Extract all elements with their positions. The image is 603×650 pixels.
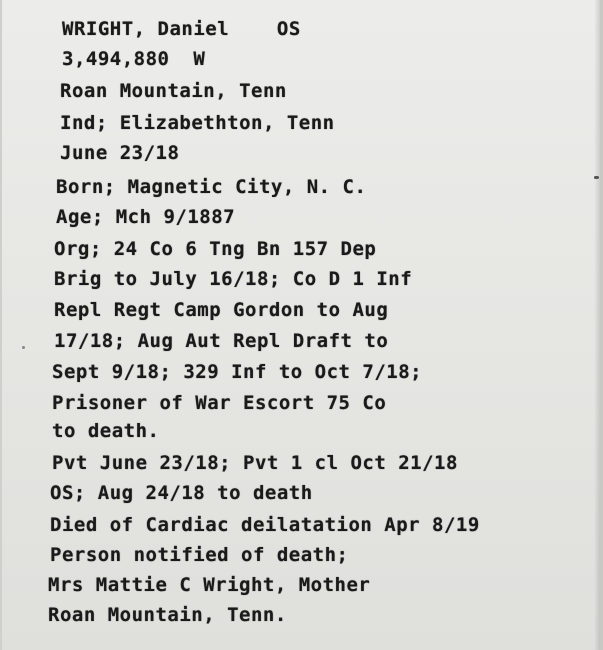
card-edge-shadow [594,0,600,650]
record-line-organization-cont-2: Repl Regt Camp Gordon to Aug [54,299,389,321]
record-line-died: Died of Cardiac deilatation Apr 8/19 [50,514,480,536]
record-line-organization-cont-3: 17/18; Aug Aut Repl Draft to [54,330,389,352]
record-line-organization-cont-5: Prisoner of War Escort 75 Co [52,392,387,414]
record-line-organization-cont-1: Brig to July 16/18; Co D 1 Inf [54,268,413,290]
record-line-induction-date: June 23/18 [60,142,180,164]
record-line-kin-address: Roan Mountain, Tenn. [48,604,287,626]
paper-speck [22,346,25,349]
record-line-organization-cont-6: to death. [52,420,160,442]
paper-speck [594,176,599,179]
record-line-name: WRIGHT, Daniel OS [62,18,301,40]
record-line-organization-cont-4: Sept 9/18; 329 Inf to Oct 7/18; [52,361,423,383]
record-line-organization: Org; 24 Co 6 Tng Bn 157 Dep [54,238,377,260]
record-line-inducted: Ind; Elizabethton, Tenn [60,112,335,134]
record-line-age: Age; Mch 9/1887 [56,206,236,228]
record-line-notified: Person notified of death; [50,544,349,566]
record-line-grades: Pvt June 23/18; Pvt 1 cl Oct 21/18 [52,452,458,474]
record-line-born: Born; Magnetic City, N. C. [56,176,367,198]
record-line-overseas: OS; Aug 24/18 to death [50,482,313,504]
record-line-residence: Roan Mountain, Tenn [60,80,287,102]
record-line-serial-number: 3,494,880 W [62,48,206,70]
record-line-next-of-kin: Mrs Mattie C Wright, Mother [48,574,371,596]
